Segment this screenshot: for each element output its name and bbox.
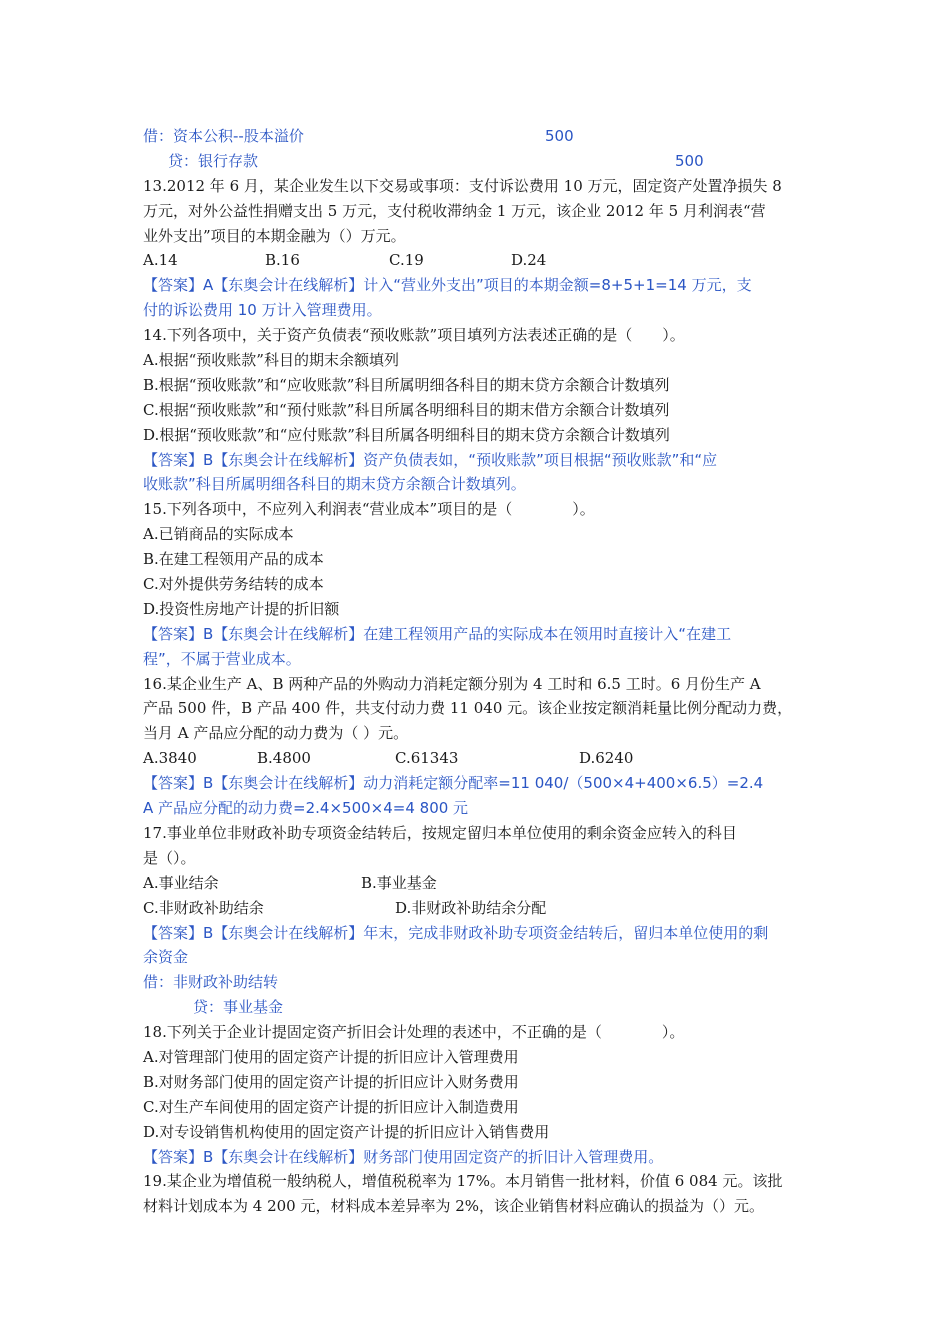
q19-stem-line: 材料计划成本为 4 200 元，材料成本差异率为 2%，该企业销售材料应确认的损益为（）元。 — [143, 1197, 765, 1216]
q13-options — [143, 248, 813, 273]
q16-options — [143, 746, 813, 771]
q15-option-c: C.对外提供劳务结转的成本 — [143, 575, 324, 594]
q13-stem-line: 业外支出”项目的本期金融为（）万元。 — [143, 226, 406, 245]
q16-option-d: D.6240 — [579, 749, 634, 768]
q17-option-a: A.事业结余 — [143, 873, 219, 892]
q16-stem-line: 16.某企业生产 A、B 两种产品的外购动力消耗定额分别为 4 工时和 6.5 工时。6 月份生产 A — [143, 674, 761, 693]
q15-option-d: D.投资性房地产计提的折旧额 — [143, 599, 340, 618]
question-content — [143, 124, 813, 1219]
q17-stem-line: 17.事业单位非财政补助专项资金结转后，按规定留归本单位使用的剩余资金应转入的科目 — [143, 823, 737, 842]
journal-debit-line — [143, 124, 813, 149]
journal-debit-account: 借：资本公积--股本溢价 — [143, 127, 304, 145]
q15-stem: 15.下列各项中，不应列入利润表“营业成本”项目的是（ ）。 — [143, 500, 595, 519]
q16-stem-line: 当月 A 产品应分配的动力费为（ ）元。 — [143, 724, 409, 743]
q17-option-d: D.非财政补助结余分配 — [395, 898, 547, 917]
q13-answer-line: 付的诉讼费用 10 万计入管理费用。 — [143, 301, 382, 320]
q13-option-c: C.19 — [389, 251, 424, 270]
q16-option-c: C.61343 — [395, 749, 459, 768]
q13-answer-line: 【答案】A【东奥会计在线解析】计入“营业外支出”项目的本期金额=8+5+1=14 万元，支 — [143, 276, 752, 295]
journal-credit-account: 贷：银行存款 — [168, 151, 259, 170]
q15-answer-line: 程”，不属于营业成本。 — [143, 649, 301, 668]
q15-option-a: A.已销商品的实际成本 — [143, 525, 294, 544]
q17-answer-line: 【答案】B【东奥会计在线解析】年末，完成非财政补助专项资金结转后，留归本单位使用的剩 — [143, 923, 769, 942]
q16-stem-line: 产品 500 件，B 产品 400 件，共支付动力费 11 040 元。该企业按定额消耗量比例分配动力费， — [143, 699, 793, 718]
q14-option-d: D.根据“预收账款”和“应付账款”科目所属各明细科目的期末贷方余额合计数填列 — [143, 425, 670, 444]
q16-answer-line: A 产品应分配的动力费=2.4×500×4=4 800 元 — [143, 799, 469, 818]
q17-options-row1 — [143, 871, 813, 896]
journal-debit-amount: 500 — [545, 127, 574, 145]
q17-answer-line: 余资金 — [143, 948, 189, 967]
q17-stem-line: 是（）。 — [143, 848, 196, 867]
q18-answer: 【答案】B【东奥会计在线解析】财务部门使用固定资产的折旧计入管理费用。 — [143, 1147, 664, 1166]
journal-credit-amount: 500 — [675, 151, 704, 170]
journal-credit-line — [143, 149, 813, 174]
q18-stem: 18.下列关于企业计提固定资产折旧会计处理的表述中，不正确的是（ ）。 — [143, 1023, 685, 1042]
q13-option-d: D.24 — [511, 251, 547, 270]
q13-option-b: B.16 — [265, 251, 300, 270]
q17-options-row2 — [143, 896, 813, 921]
q14-option-a: A.根据“预收账款”科目的期末余额填列 — [143, 351, 399, 370]
q13-stem-line: 万元，对外公益性捐赠支出 5 万元，支付税收滞纳金 1 万元，该企业 2012 年 5 月利润表“营 — [143, 201, 766, 220]
q14-option-c: C.根据“预收账款”和“预付账款”科目所属各明细科目的期末借方余额合计数填列 — [143, 400, 670, 419]
q17-journal-debit: 借：非财政补助结转 — [143, 973, 279, 992]
q18-option-c: C.对生产车间使用的固定资产计提的折旧应计入制造费用 — [143, 1097, 519, 1116]
q14-answer-line: 【答案】B【东奥会计在线解析】资产负债表如，“预收账款”项目根据“预收账款”和“应 — [143, 450, 718, 469]
q18-option-d: D.对专设销售机构使用的固定资产计提的折旧应计入销售费用 — [143, 1122, 550, 1141]
q13-stem-line: 13.2012 年 6 月，某企业发生以下交易或事项：支付诉讼费用 10 万元，固定资产处置净损失 8 — [143, 176, 782, 195]
q16-answer-line: 【答案】B【东奥会计在线解析】动力消耗定额分配率=11 040/（500×4+400×6.5）=2.4 — [143, 774, 764, 793]
q17-journal-credit: 贷：事业基金 — [193, 998, 284, 1017]
q17-option-b: B.事业基金 — [361, 873, 437, 892]
q15-option-b: B.在建工程领用产品的成本 — [143, 550, 324, 569]
q18-option-b: B.对财务部门使用的固定资产计提的折旧应计入财务费用 — [143, 1072, 519, 1091]
q19-stem-line: 19.某企业为增值税一般纳税人，增值税税率为 17%。本月销售一批材料，价值 6 084 元。该批 — [143, 1172, 783, 1191]
q16-option-b: B.4800 — [257, 749, 311, 768]
q14-answer-line: 收账款”科目所属明细各科目的期末贷方余额合计数填列。 — [143, 475, 526, 494]
q15-answer-line: 【答案】B【东奥会计在线解析】在建工程领用产品的实际成本在领用时直接计入“在建工 — [143, 624, 732, 643]
q13-option-a: A.14 — [143, 251, 178, 270]
q14-stem: 14.下列各项中，关于资产负债表“预收账款”项目填列方法表述正确的是（ ）。 — [143, 326, 685, 345]
q17-option-c: C.非财政补助结余 — [143, 898, 264, 917]
q18-option-a: A.对管理部门使用的固定资产计提的折旧应计入管理费用 — [143, 1047, 519, 1066]
q14-option-b: B.根据“预收账款”和“应收账款”科目所属明细各科目的期末贷方余额合计数填列 — [143, 375, 670, 394]
q16-option-a: A.3840 — [143, 749, 197, 768]
